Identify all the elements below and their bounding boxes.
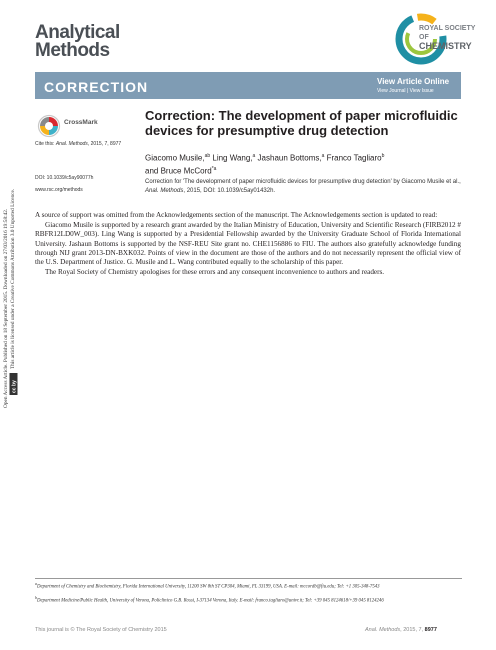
publisher-line1: ROYAL SOCIETY <box>419 25 476 32</box>
author-affiliation: a <box>252 153 256 159</box>
view-article-online-link[interactable]: View Article Online <box>377 77 450 86</box>
journal-name-line2: Methods <box>35 40 110 61</box>
footnote-mark: b <box>35 594 37 600</box>
cite-rest: , 2015, 7, 8977 <box>87 141 122 147</box>
article-type-label: CORRECTION <box>44 79 149 95</box>
author-affiliation: *a <box>211 165 217 172</box>
footnote-mark: a <box>35 581 37 586</box>
author-affiliation: a <box>321 153 325 159</box>
journal-website[interactable]: www.rsc.org/methods <box>35 187 83 193</box>
page-number: 8977 <box>424 627 437 633</box>
footnote-text: Department Medicine/Public Health, University of Verona, Policlinico G.B. Rossi, I-37134 Verona, Italy. E-mail: franco.tagliaro@univr.it; Tel: +39 045 8124618/+39 045 8124246 <box>37 598 384 604</box>
author-list <box>145 151 460 176</box>
author-name: Ling Wang, <box>210 153 253 163</box>
author-name: Franco Tagliaro <box>324 153 382 163</box>
cc-by-icon[interactable] <box>10 373 18 395</box>
article-title: Correction: The development of paper microfluidic devices for presumptive drug detection <box>145 108 458 138</box>
footnote-a <box>35 580 463 591</box>
author-affiliation: ab <box>204 153 211 159</box>
journal-name <box>35 24 120 60</box>
sidebar-line1: Open Access Article. Published on 18 September 2015. Downloaded on 27/03/2016 19:58:42. <box>3 208 9 408</box>
author-name: and Bruce McCord <box>145 166 212 176</box>
footnote-b <box>35 594 463 605</box>
footnotes <box>35 580 463 607</box>
citation <box>35 141 121 147</box>
author-affiliation: b <box>381 153 385 159</box>
footer-journal: Anal. Methods <box>365 627 401 633</box>
correction-note-journal: Anal. Methods <box>145 187 184 194</box>
view-journal-issue-links[interactable]: View Journal | View Issue <box>377 88 434 94</box>
cc-by-badge-text: cc by <box>11 380 18 393</box>
cite-prefix: Cite this: <box>35 141 55 147</box>
cite-journal: Anal. Methods <box>55 141 88 147</box>
crossmark-icon[interactable] <box>37 114 61 138</box>
publisher-line3: CHEMISTRY <box>419 41 472 51</box>
body-paragraph: Giacomo Musile is supported by a research grant awarded by the Italian Ministry of Education, University and Scientific Research (FIRB2012 # RBFR12LD0W_003). Ling Wang is supported by a Presidential Fellowship awarded by the University Graduate School of Florida International University. Jashaun Bottoms is supported by the NSF-REU Site grant no. CHE1156886 to FIU. The authors also gratefully acknowledge funding through NIJ grant 2013-DN-BXK032. Points of view in the document are those of the authors and do not necessarily represent the official view of the U.S. Department of Justice. G. Musile and L. Wang contributed equally to the scholarship of this paper. <box>35 220 461 267</box>
body-paragraph: A source of support was omitted from the Acknowledgements section of the manuscript. The Acknowledgements section is updated to read: <box>35 211 438 219</box>
article-body <box>35 211 461 278</box>
crossmark-label[interactable]: CrossMark <box>64 119 98 126</box>
footer-rest: , 2015, 7, <box>400 627 425 633</box>
body-paragraph: The Royal Society of Chemistry apologises for these errors and any consequent inconvenience to authors and readers. <box>45 268 385 277</box>
publisher-name <box>419 24 475 51</box>
footnote-rule <box>35 578 462 579</box>
open-access-sidebar <box>0 125 19 410</box>
sidebar-line2: This article is licensed under a Creative Commons Attribution 3.0 Unported Licence. <box>10 188 16 369</box>
correction-note-after: , 2015, DOI: 10.1039/c5ay01432h. <box>183 187 276 194</box>
correction-note <box>145 178 465 195</box>
doi[interactable]: DOI: 10.1039/c5ay90077h <box>35 175 94 181</box>
author-name: Jashaun Bottoms, <box>255 153 322 163</box>
footer-copyright: This journal is © The Royal Society of Chemistry 2015 <box>35 627 167 633</box>
footnote-text: Department of Chemistry and Biochemistry, Florida International University, 11200 SW 8th ST CP304, Miami, FL 33199, USA. E-mail: mccordb@fiu.edu; Tel: +1 305-348-7543 <box>37 584 380 590</box>
journal-name-line1: Analytical <box>35 22 120 43</box>
footer-citation <box>365 627 437 633</box>
author-name: Giacomo Musile, <box>145 153 205 163</box>
correction-note-before: Correction for 'The development of paper microfluidic devices for presumptive drug detection' by Giacomo Musile et al., <box>145 179 461 185</box>
publisher-line2: OF <box>419 34 429 41</box>
